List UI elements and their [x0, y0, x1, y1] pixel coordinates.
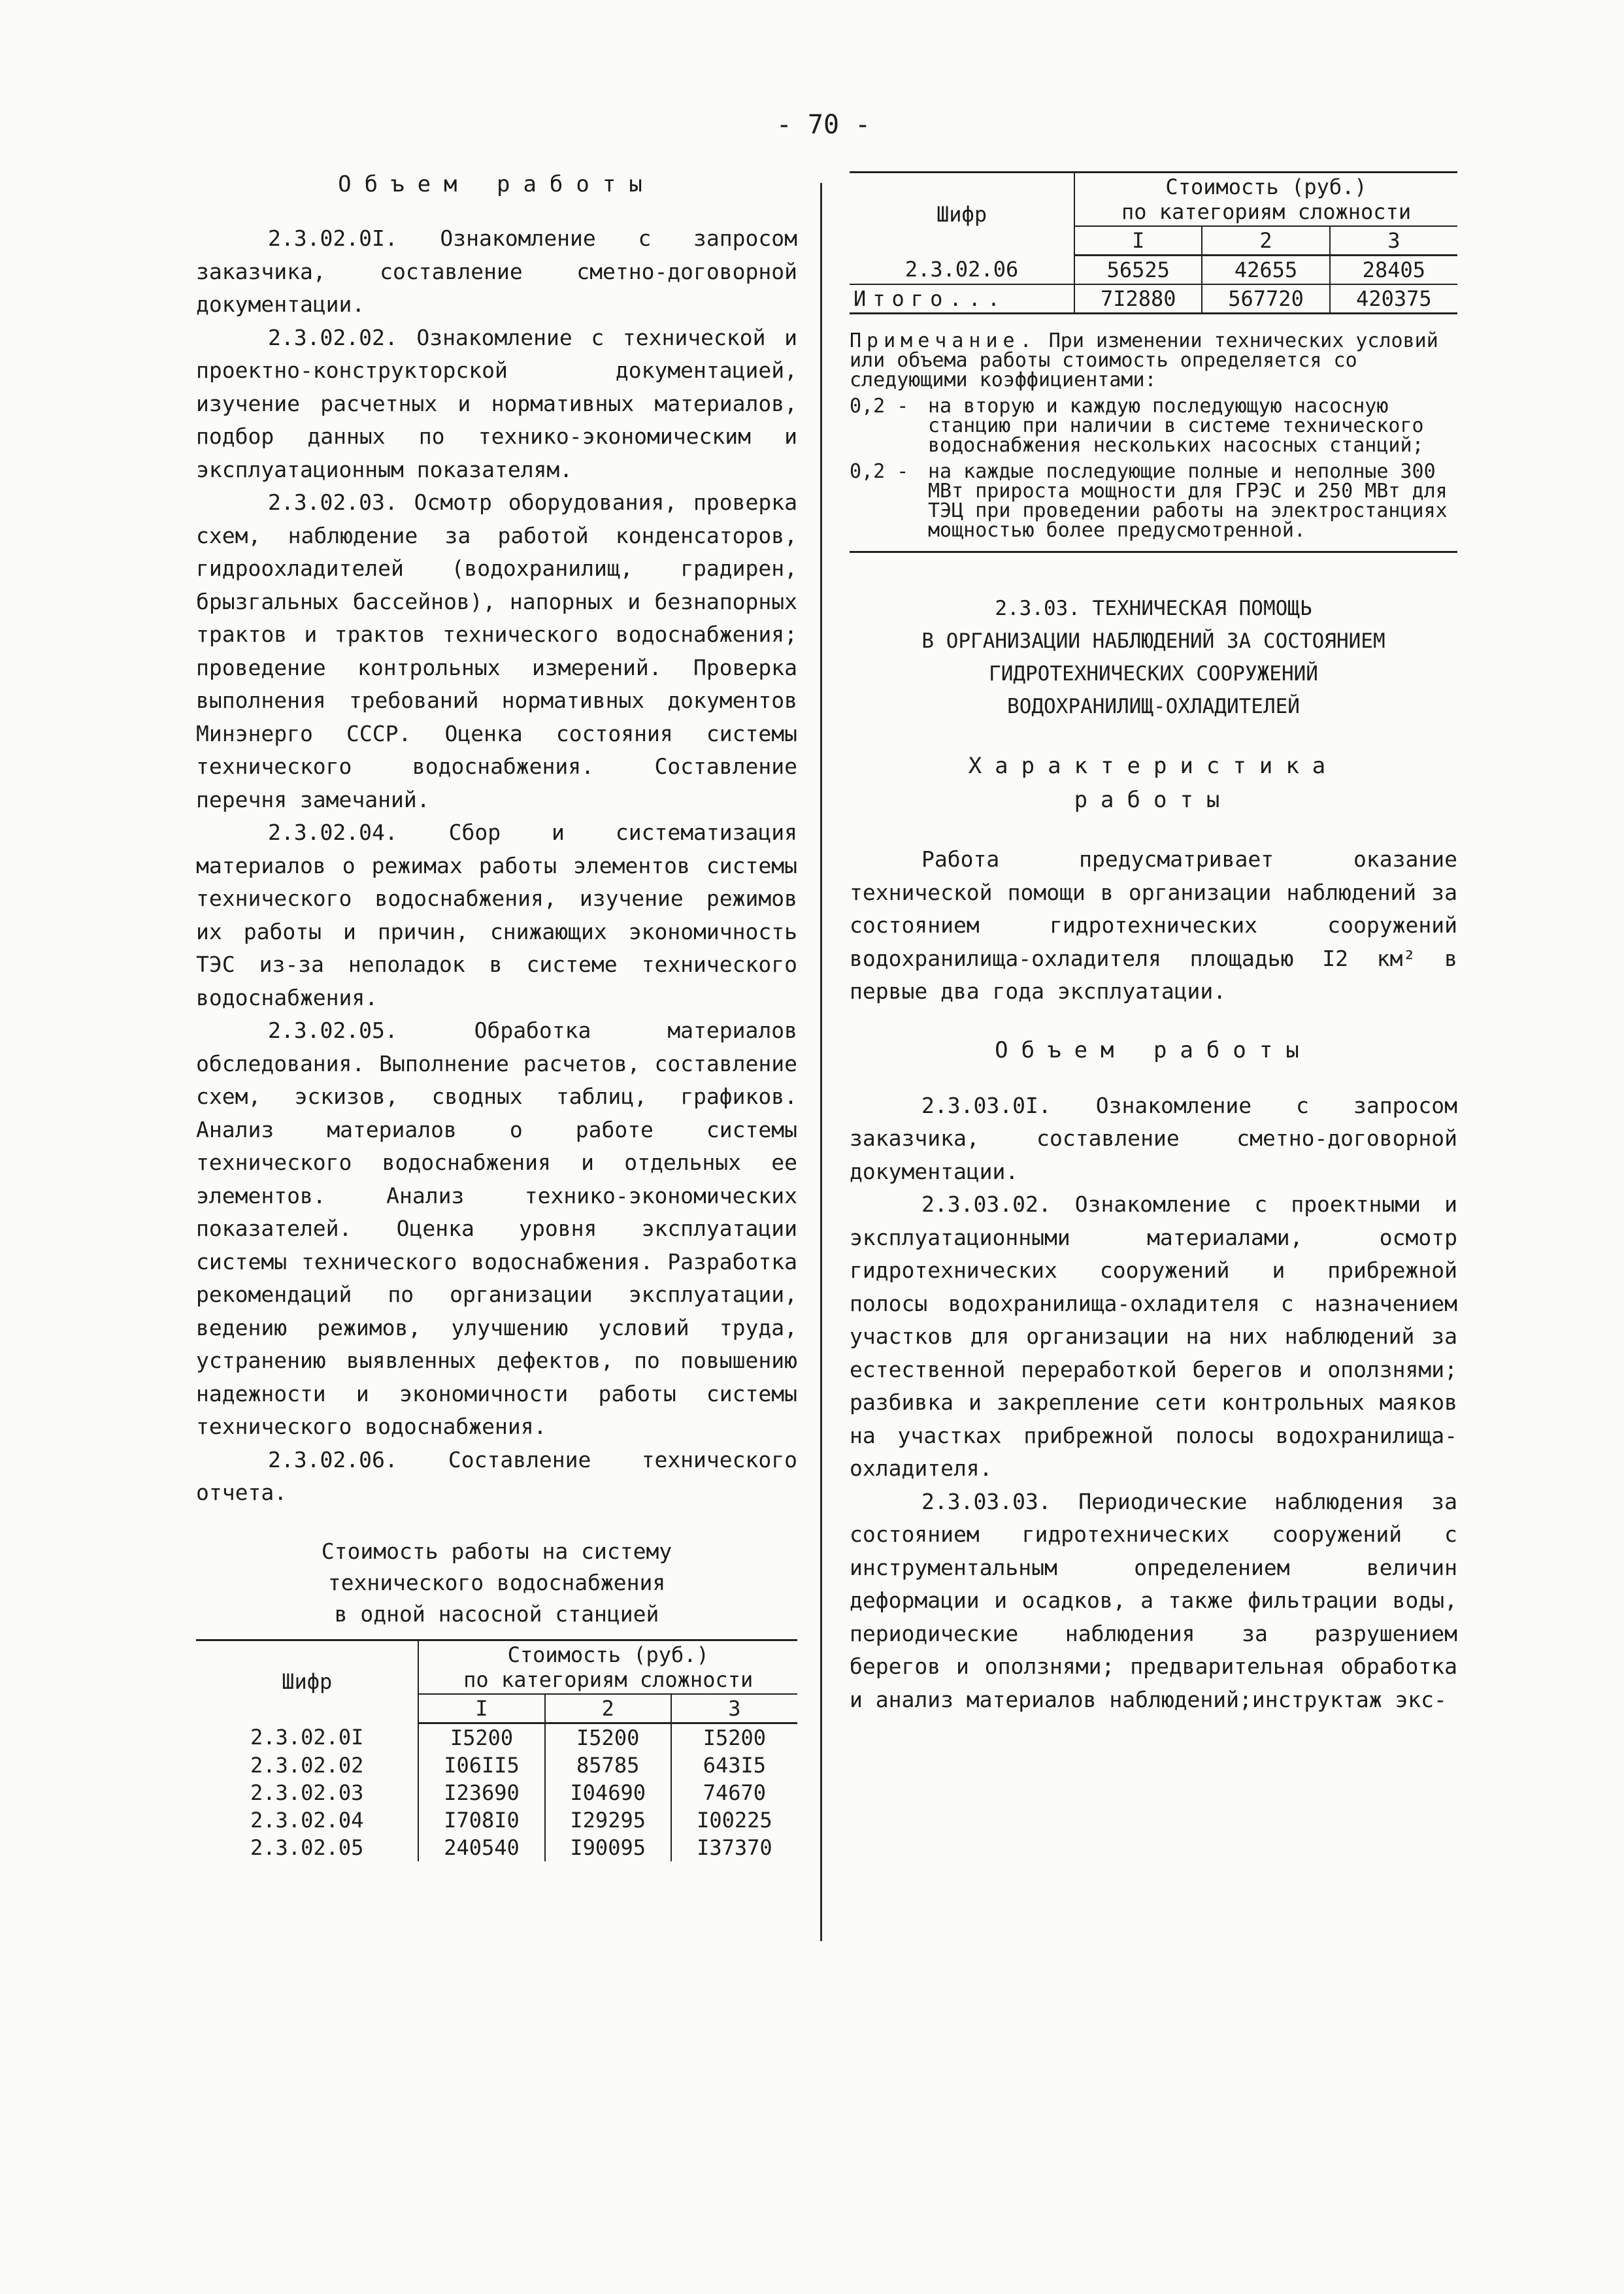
row-code: 2.3.02.06 — [904, 257, 1019, 282]
cost-cat-1: I708I0 — [418, 1806, 544, 1834]
cost-cat-2: I90095 — [545, 1834, 671, 1861]
note-coefficient: 0,2 - — [850, 395, 909, 418]
cost-cat-3: 643I5 — [671, 1752, 797, 1779]
item-2-3-03-03: 2.3.03.03. Периодические наблюдения за состоянием гидротехнических сооружений с инструментальным определением величин деформации и осадков, а также фильтрации воды, периодические наблюдения за разрушением берегов и оползнями; предварительная обработка и анализ материалов наблюдений;инструктаж экс- — [850, 1488, 1457, 1712]
code-column-header: Шифр — [196, 1640, 418, 1723]
cost-cat-2: I29295 — [545, 1806, 671, 1834]
note-item — [850, 462, 1457, 540]
table-row — [196, 1723, 797, 1752]
cost-header-line2: по категориям сложности — [463, 1667, 754, 1692]
cost-column-header — [418, 1640, 797, 1694]
cost-cat-2: 85785 — [545, 1752, 671, 1779]
note-intro: При изменении технических условий или объема работы стоимость определяется со следующими коэффициентами: — [850, 329, 1438, 391]
cost-table-left — [196, 1639, 797, 1861]
total-cat-2: 567720 — [1202, 284, 1329, 314]
category-3-header: 3 — [1330, 226, 1457, 256]
category-3-header: 3 — [671, 1694, 797, 1723]
table-row — [196, 1752, 797, 1779]
characteristic-heading-line: Характеристика — [968, 753, 1339, 779]
cost-column-header — [1074, 173, 1457, 227]
note-item-text: на каждые последующие полные и неполные 300 МВт прироста мощности для ГРЭС и 250 МВт для ТЭЦ при проведении работы на электростанциях мощностью более предусмотренной. — [928, 460, 1448, 542]
cost-cat-1: I23690 — [418, 1779, 544, 1806]
page-number: - 70 - — [776, 110, 871, 140]
item-2-3-02-01: 2.3.02.0I. Ознакомление с запросом заказчика, составление сметно-договорной документации. — [196, 225, 797, 317]
characteristic-heading-line: работы — [1074, 787, 1233, 813]
category-2-header: 2 — [1202, 226, 1329, 256]
section-title-line: В ОРГАНИЗАЦИИ НАБЛЮДЕНИЙ ЗА СОСТОЯНИЕМ — [921, 629, 1385, 653]
cost-cat-2: I5200 — [545, 1723, 671, 1752]
cost-cat-3: I5200 — [671, 1723, 797, 1752]
item-2-3-02-05: 2.3.02.05. Обработка материалов обследования. Выполнение расчетов, составление схем, эскизов, сводных таблиц, графиков. Анализ материалов о работе системы технического водоснабжения и отдельных ее элементов. Анализ технико-экономических показателей. Оценка уровня эксплуатации системы технического водоснабжения. Разработка рекомендаций по организации эксплуатации, ведению режимов, улучшению условий труда, устранению выявленных дефектов, по повышению надежности и экономичности работы системы технического водоснабжения. — [196, 1018, 797, 1439]
item-2-3-02-06: 2.3.02.06. Составление технического отчета. — [196, 1446, 797, 1505]
note-item — [850, 397, 1457, 456]
left-column — [196, 171, 797, 1861]
cost-cat-1: 240540 — [418, 1834, 544, 1861]
table-row — [196, 1834, 797, 1861]
item-2-3-03-01: 2.3.03.0I. Ознакомление с запросом заказчика, составление сметно-договорной документации. — [850, 1092, 1457, 1184]
table-caption-line: в одной насосной станцией — [334, 1601, 659, 1627]
cost-header-line1: Стоимость (руб.) — [1165, 175, 1367, 199]
total-row — [850, 284, 1457, 314]
item-2-3-02-04: 2.3.02.04. Сбор и систематизация материалов о режимах работы элементов системы технического водоснабжения, изучение режимов их работы и причин, снижающих экономичность ТЭС из-за неполадок в системе технического водоснабжения. — [196, 820, 797, 1010]
column-divider — [820, 183, 822, 1941]
section-title-line: ВОДОХРАНИЛИЩ-ОХЛАДИТЕЛЕЙ — [1007, 695, 1300, 718]
characteristic-text: Работа предусматривает оказание технической помощи в организации наблюдений за состоянием гидротехнических сооружений водохранилища-охладителя площадью I2 км² в первые два года эксплуатации. — [850, 846, 1457, 1004]
note-intro-line — [850, 331, 1457, 390]
section-title-line: 2.3.03. ТЕХНИЧЕСКАЯ ПОМОЩЬ — [995, 597, 1312, 620]
table-row — [196, 1779, 797, 1806]
table-caption-line: Стоимость работы на систему — [321, 1538, 672, 1564]
row-code: 2.3.02.03 — [250, 1780, 364, 1805]
cost-cat-3: I37370 — [671, 1834, 797, 1861]
cost-cat-1: I06II5 — [418, 1752, 544, 1779]
cost-cat-2: 42655 — [1202, 256, 1329, 285]
table-row — [196, 1806, 797, 1834]
cost-table-right — [850, 171, 1457, 314]
scope-heading-right: Объем работы — [995, 1037, 1312, 1063]
cost-cat-3: I00225 — [671, 1806, 797, 1834]
note-label: Примечание. — [850, 329, 1037, 352]
note-block — [850, 331, 1457, 540]
item-2-3-02-03: 2.3.02.03. Осмотр оборудования, проверка схем, наблюдение за работой конденсаторов, гидроохладителей (водохранилищ, градирен, брызгальных бассейнов), напорных и безнапорных трактов и трактов технического водоснабжения; проведение контрольных измерений. Проверка выполнения требований нормативных документов Минэнерго СССР. Оценка состояния системы технического водоснабжения. Составление перечня замечаний. — [196, 490, 797, 812]
table-row — [850, 256, 1457, 285]
cost-cat-1: I5200 — [418, 1723, 544, 1752]
note-item-text: на вторую и каждую последующую насосную станцию при наличии в системе технического водоснабжения нескольких насосных станций; — [928, 395, 1424, 457]
item-2-3-03-02: 2.3.03.02. Ознакомление с проектными и эксплуатационными материалами, осмотр гидротехнических сооружений и прибрежной полосы водохранилища-охладителя с назначением участков для организации на них наблюдений за естественной переработкой берегов и оползнями; разбивка и закрепление сети контрольных маяков на участках прибрежной полосы водохранилища-охладителя. — [850, 1191, 1457, 1481]
cost-header-line1: Стоимость (руб.) — [507, 1642, 709, 1667]
cost-header-line2: по категориям сложности — [1121, 199, 1412, 224]
code-column-header: Шифр — [850, 173, 1074, 256]
cost-cat-3: 74670 — [671, 1779, 797, 1806]
characteristic-heading — [850, 749, 1457, 817]
right-column — [850, 171, 1457, 1716]
table-caption — [196, 1536, 797, 1630]
note-coefficient: 0,2 - — [850, 460, 909, 483]
section-title — [850, 592, 1457, 723]
scope-heading-left: Объем работы — [338, 171, 655, 197]
cost-cat-3: 28405 — [1330, 256, 1457, 285]
total-cat-3: 420375 — [1330, 284, 1457, 314]
cost-cat-2: I04690 — [545, 1779, 671, 1806]
row-code: 2.3.02.02 — [250, 1752, 364, 1778]
section-title-line: ГИДРОТЕХНИЧЕСКИХ СООРУЖЕНИЙ — [989, 662, 1318, 686]
note-divider — [850, 551, 1457, 553]
row-code: 2.3.02.0I — [250, 1724, 364, 1750]
row-code: 2.3.02.04 — [250, 1807, 364, 1833]
table-caption-line: технического водоснабжения — [327, 1569, 666, 1595]
row-code: 2.3.02.05 — [250, 1835, 364, 1860]
item-2-3-02-02: 2.3.02.02. Ознакомление с технической и проектно-конструкторской документацией, изучение расчетных и нормативных материалов, подбор данных по технико-экономическим и эксплуатационным показателям. — [196, 324, 797, 482]
total-label: Итого... — [850, 284, 1074, 314]
total-cat-1: 7I2880 — [1074, 284, 1202, 314]
category-1-header: I — [418, 1694, 544, 1723]
category-1-header: I — [1074, 226, 1202, 256]
cost-cat-1: 56525 — [1074, 256, 1202, 285]
category-2-header: 2 — [545, 1694, 671, 1723]
